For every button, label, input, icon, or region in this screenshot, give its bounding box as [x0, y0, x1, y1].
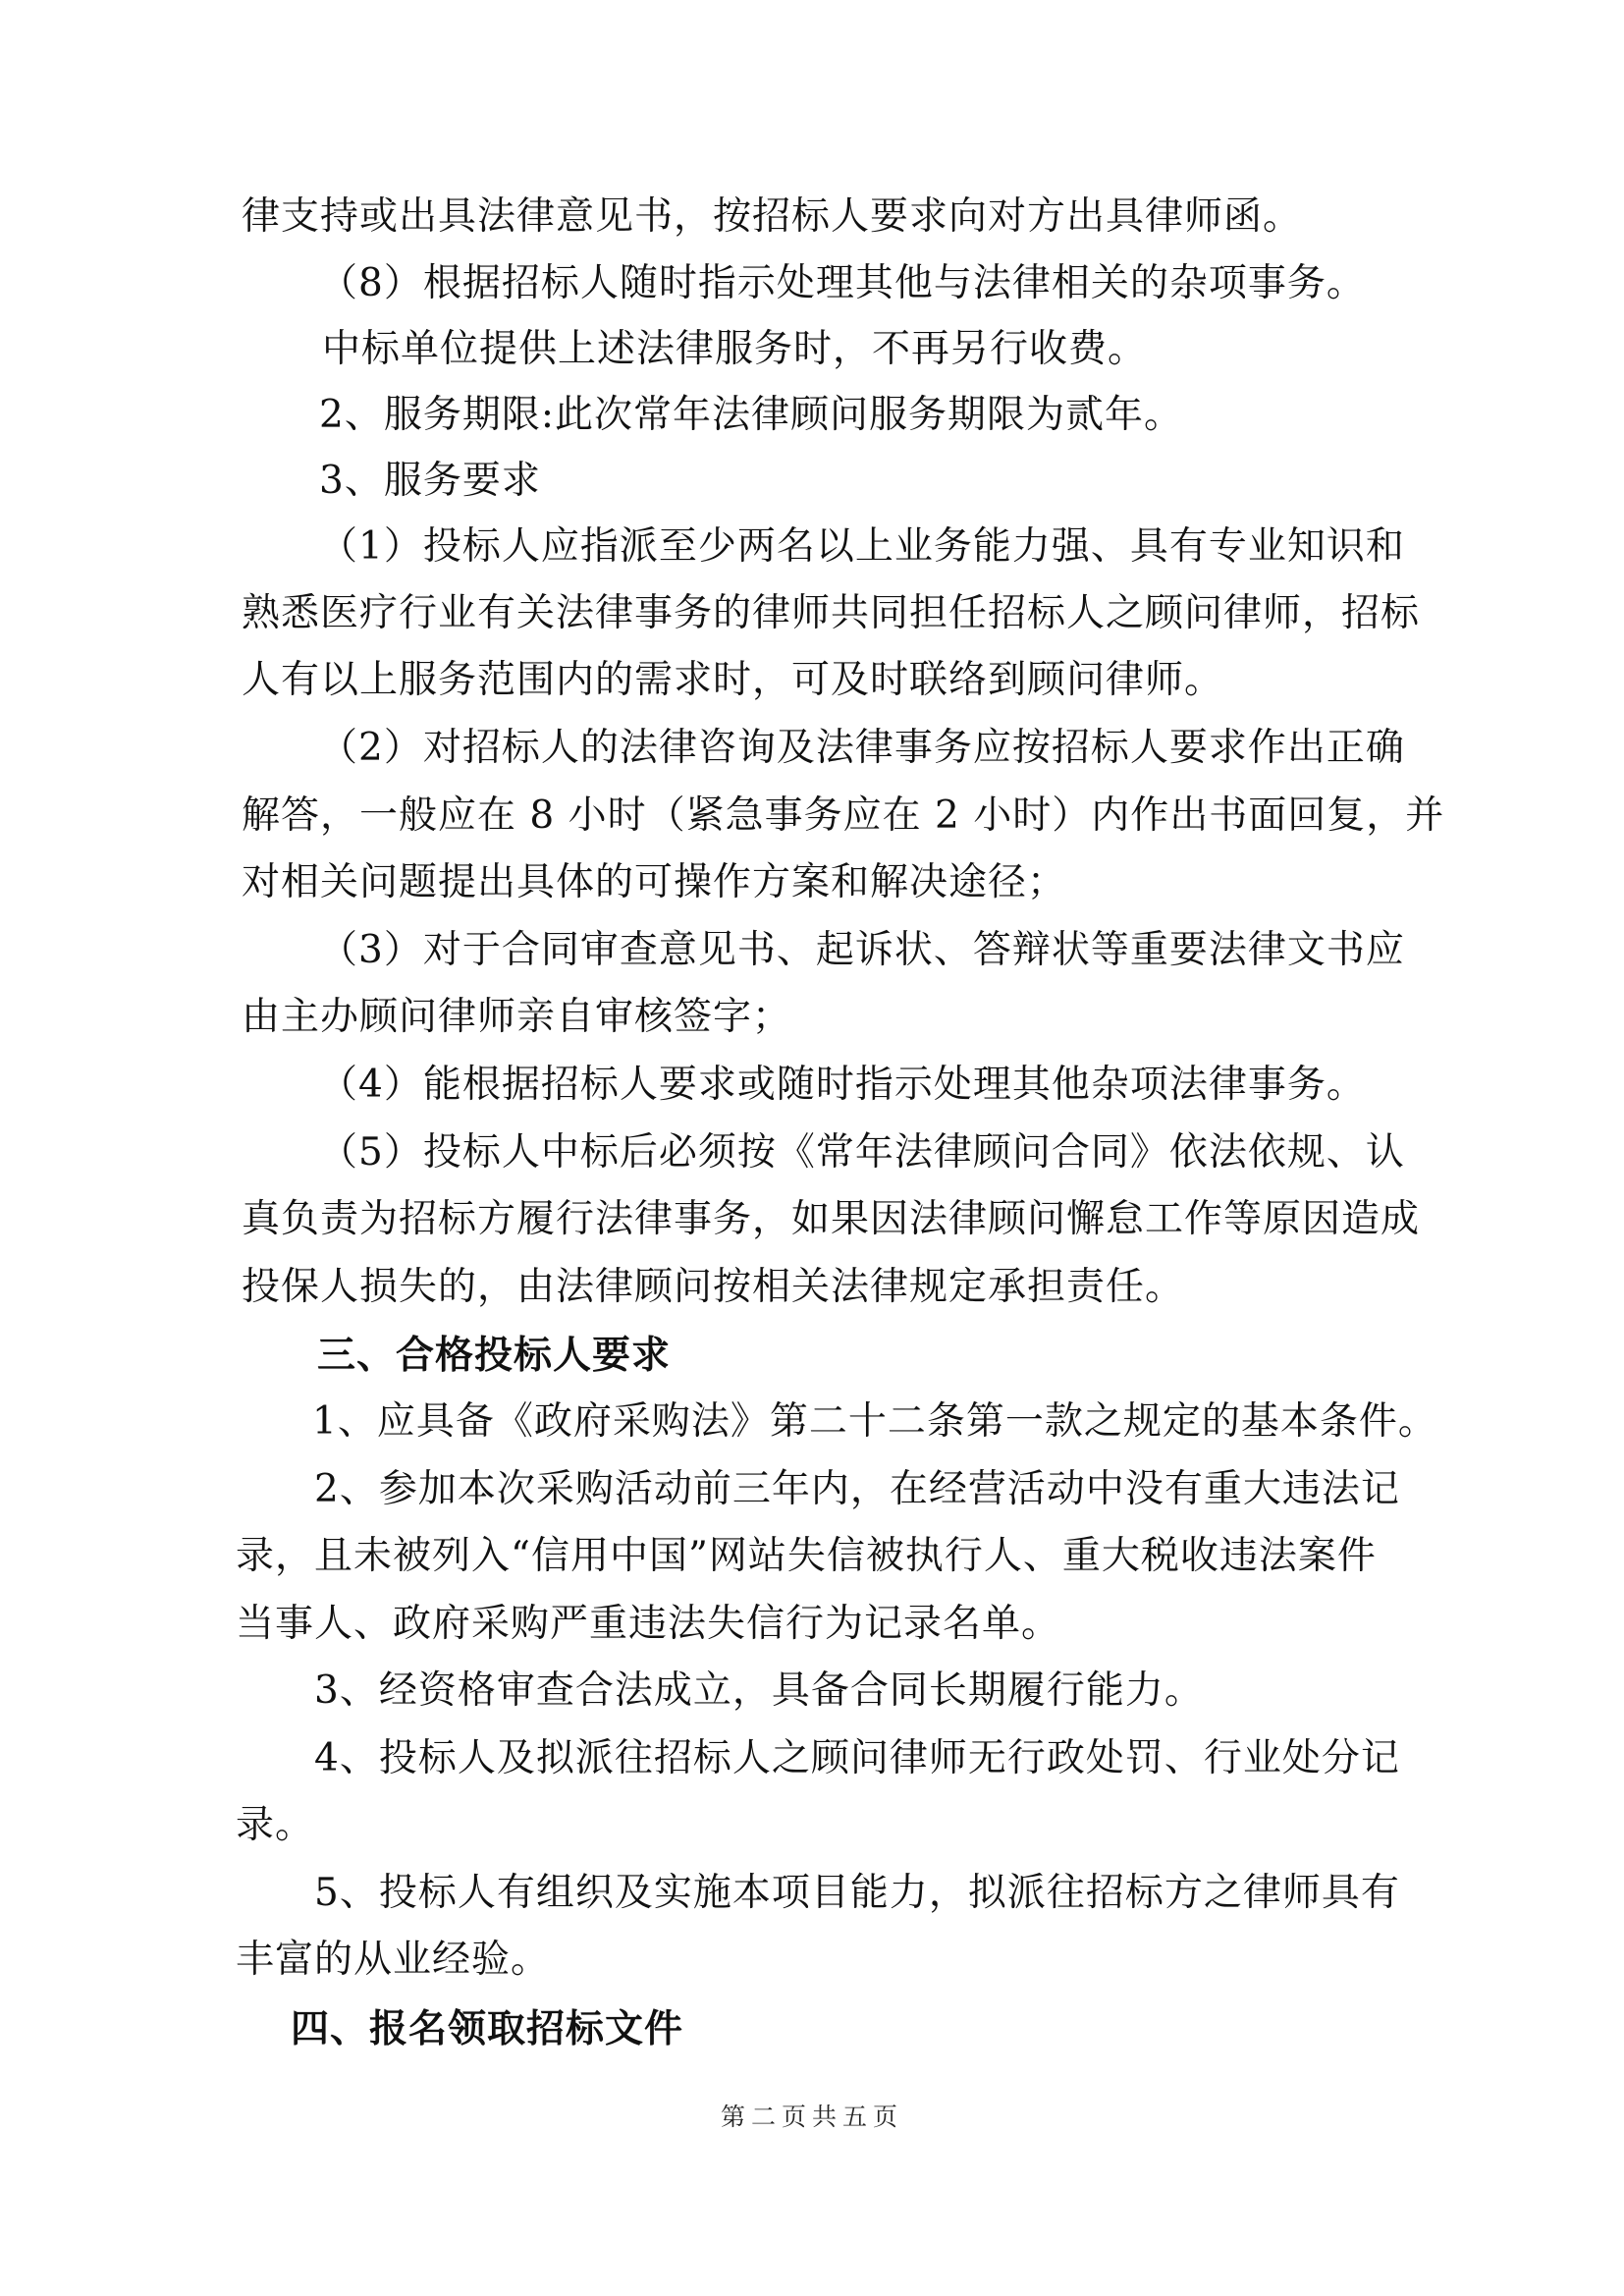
text-line: 对相关问题提出具体的可操作方案和解决途径； — [242, 860, 1067, 904]
text-line: （3）对于合同审查意见书、起诉状、答辩状等重要法律文书应 — [319, 928, 1405, 972]
text-line: 2、参加本次采购活动前三年内，在经营活动中没有重大违法记 — [314, 1467, 1400, 1511]
text-line: 3、经资格审查合法成立，具备合同长期履行能力。 — [314, 1668, 1204, 1713]
text-line: 由主办顾问律师亲自审核签字； — [242, 995, 792, 1039]
text-line: （5）投标人中标后必须按《常年法律顾问合同》依法依规、认 — [319, 1130, 1405, 1175]
text-line: 5、投标人有组织及实施本项目能力，拟派往招标方之律师具有 — [314, 1871, 1400, 1915]
page-number-footer: 第二页共五页 — [720, 2103, 903, 2131]
text-line: 真负责为招标方履行法律事务，如果因法律顾问懈怠工作等原因造成 — [242, 1197, 1421, 1241]
text-line: 丰富的从业经验。 — [236, 1938, 551, 1982]
text-line: 中标单位提供上述法律服务时，不再另行收费。 — [322, 327, 1148, 371]
text-line: 2、服务期限:此次常年法律顾问服务期限为贰年。 — [319, 393, 1183, 437]
text-line: 解答，一般应在 8 小时（紧急事务应在 2 小时）内作出书面回复，并 — [242, 793, 1445, 838]
text-line: 录。 — [236, 1803, 315, 1847]
section-heading: 四、报名领取招标文件 — [291, 2006, 684, 2051]
text-line: （8）根据招标人随时指示处理其他与法律相关的杂项事务。 — [319, 261, 1366, 305]
text-line: （1）投标人应指派至少两名以上业务能力强、具有专业知识和 — [319, 524, 1405, 569]
text-line: 熟悉医疗行业有关法律事务的律师共同担任招标人之顾问律师，招标 — [242, 591, 1421, 635]
text-line: （4）能根据招标人要求或随时指示处理其他杂项法律事务。 — [319, 1063, 1366, 1107]
section-heading: 三、合格投标人要求 — [317, 1333, 672, 1378]
text-line: 1、应具备《政府采购法》第二十二条第一款之规定的基本条件。 — [312, 1399, 1437, 1444]
text-line: （2）对招标人的法律咨询及法律事务应按招标人要求作出正确 — [319, 726, 1405, 770]
text-line: 投保人损失的，由法律顾问按相关法律规定承担责任。 — [242, 1265, 1185, 1309]
text-line: 3、服务要求 — [319, 459, 541, 503]
text-line: 律支持或出具法律意见书，按招标人要求向对方出具律师函。 — [242, 194, 1303, 239]
text-line: 录，且未被列入“信用中国”网站失信被执行人、重大税收违法案件 — [236, 1534, 1377, 1578]
text-line: 4、投标人及拟派往招标人之顾问律师无行政处罚、行业处分记 — [314, 1736, 1400, 1780]
text-line: 当事人、政府采购严重违法失信行为记录名单。 — [236, 1602, 1061, 1646]
text-line: 人有以上服务范围内的需求时，可及时联络到顾问律师。 — [242, 658, 1224, 702]
